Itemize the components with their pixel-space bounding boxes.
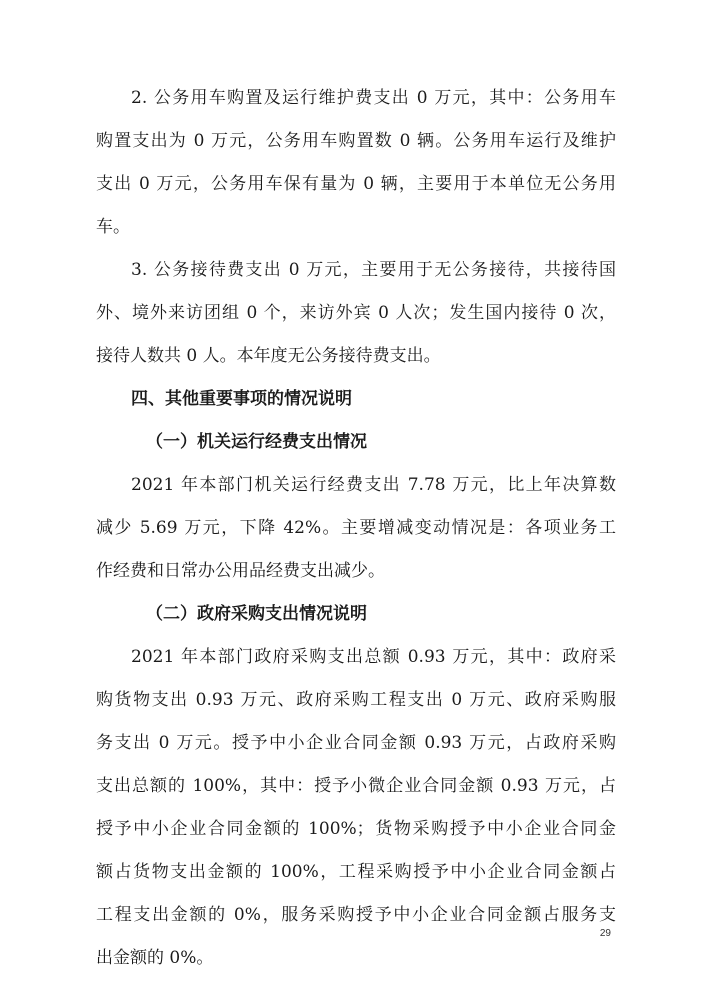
paragraph-procurement-line-1: 2021 年本部门政府采购支出总额 0.93 万元，其中：政府采 [131,647,616,667]
paragraph-vehicle-line-2: 购置支出为 0 万元，公务用车购置数 0 辆。公务用车运行及维护 [96,131,616,151]
paragraph-procurement-line-5: 授予中小企业合同金额的 100%；货物采购授予中小企业合同金 [96,819,616,839]
paragraph-operating-line-3: 作经费和日常办公用品经费支出减少。 [96,561,385,581]
paragraph-procurement-line-3: 务支出 0 万元。授予中小企业合同金额 0.93 万元，占政府采购 [96,733,616,753]
paragraph-procurement-line-4: 支出总额的 100%，其中：授予小微企业合同金额 0.93 万元，占 [96,776,616,796]
subsection-heading-procurement: （二）政府采购支出情况说明 [146,604,367,624]
section-heading-other-matters: 四、其他重要事项的情况说明 [131,389,352,409]
paragraph-reception-line-3: 接待人数共 0 人。本年度无公务接待费支出。 [96,346,441,366]
paragraph-reception-line-2: 外、境外来访团组 0 个，来访外宾 0 人次；发生国内接待 0 次， [96,303,616,323]
paragraph-vehicle-line-3: 支出 0 万元，公务用车保有量为 0 辆，主要用于本单位无公务用 [96,174,616,194]
paragraph-vehicle-line-1: 2. 公务用车购置及运行维护费支出 0 万元，其中：公务用车 [131,88,616,108]
paragraph-procurement-line-2: 购货物支出 0.93 万元、政府采购工程支出 0 万元、政府采购服 [96,690,616,710]
paragraph-procurement-line-6: 额占货物支出金额的 100%，工程采购授予中小企业合同金额占 [96,862,616,882]
paragraph-procurement-line-8: 出金额的 0%。 [96,948,214,968]
paragraph-operating-line-2: 减少 5.69 万元，下降 42%。主要增减变动情况是：各项业务工 [96,518,616,538]
paragraph-reception-line-1: 3. 公务接待费支出 0 万元，主要用于无公务接待，共接待国 [131,260,616,280]
subsection-heading-operating-expenses: （一）机关运行经费支出情况 [146,432,367,452]
page-number: 29 [599,928,611,939]
paragraph-operating-line-1: 2021 年本部门机关运行经费支出 7.78 万元，比上年决算数 [131,475,616,495]
paragraph-procurement-line-7: 工程支出金额的 0%，服务采购授予中小企业合同金额占服务支 [96,905,616,925]
paragraph-vehicle-line-4: 车。 [96,217,130,237]
